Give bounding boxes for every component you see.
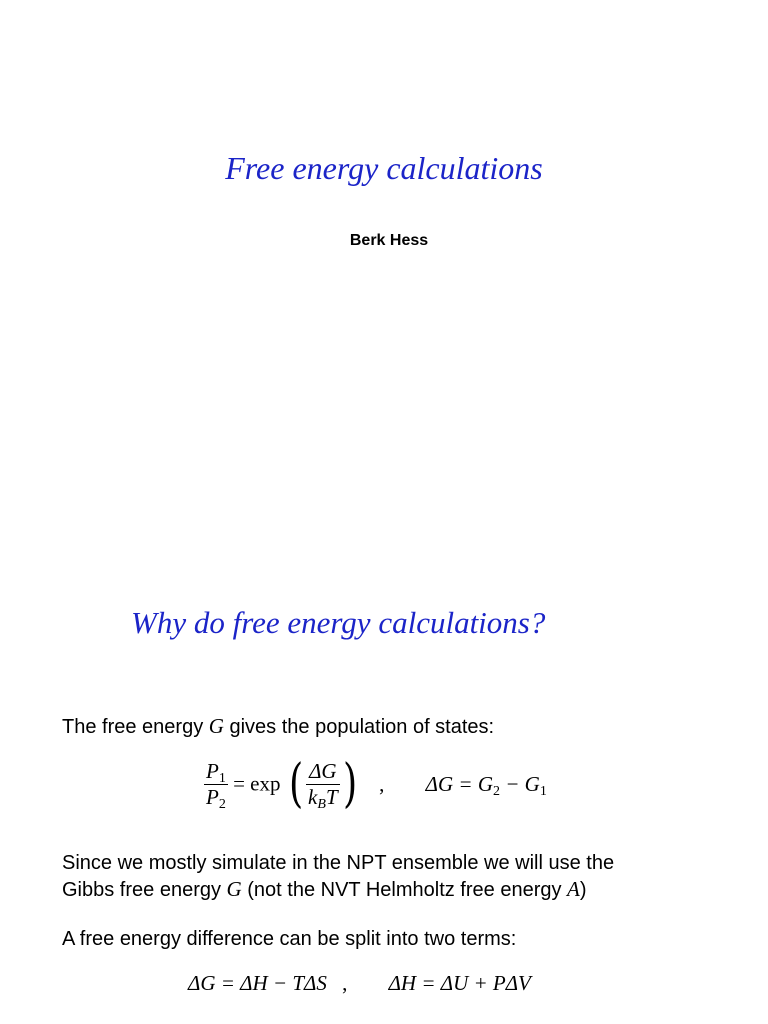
- equation-population-ratio: $\frac{P_1}{P_2}$ = exp ( $\frac{\Delta G}{k_BT}$ ) , $\Delta G = G_2 - G_1$: [206, 754, 547, 814]
- slide1-title: Free energy calculations: [225, 150, 543, 186]
- paragraph-npt: Since we mostly simulate in the NPT ensemble we will use the Gibbs free energy G (not the NVT Helmholtz free energy A): [62, 852, 615, 901]
- paragraph-population: The free energy G gives the population of states:: [62, 714, 495, 738]
- author-name: Berk Hess: [349, 232, 429, 249]
- fraction-dG-kBT: $\frac{\Delta G}{k_BT}$: [308, 758, 338, 812]
- paragraph-split: A free energy difference can be split into two terms:: [62, 928, 517, 950]
- left-paren: (: [288, 754, 304, 814]
- right-paren: ): [342, 754, 357, 814]
- slide2-title: Why do free energy calculations?: [131, 605, 546, 640]
- delta-g-definition: $\Delta G = G_2 - G_1$: [425, 771, 547, 799]
- fraction-p1-p2: $\frac{P_1}{P_2}$: [206, 758, 226, 812]
- equation-enthalpy-entropy: ΔG = ΔH − TΔS , ΔH = ΔU + PΔV: [188, 971, 531, 995]
